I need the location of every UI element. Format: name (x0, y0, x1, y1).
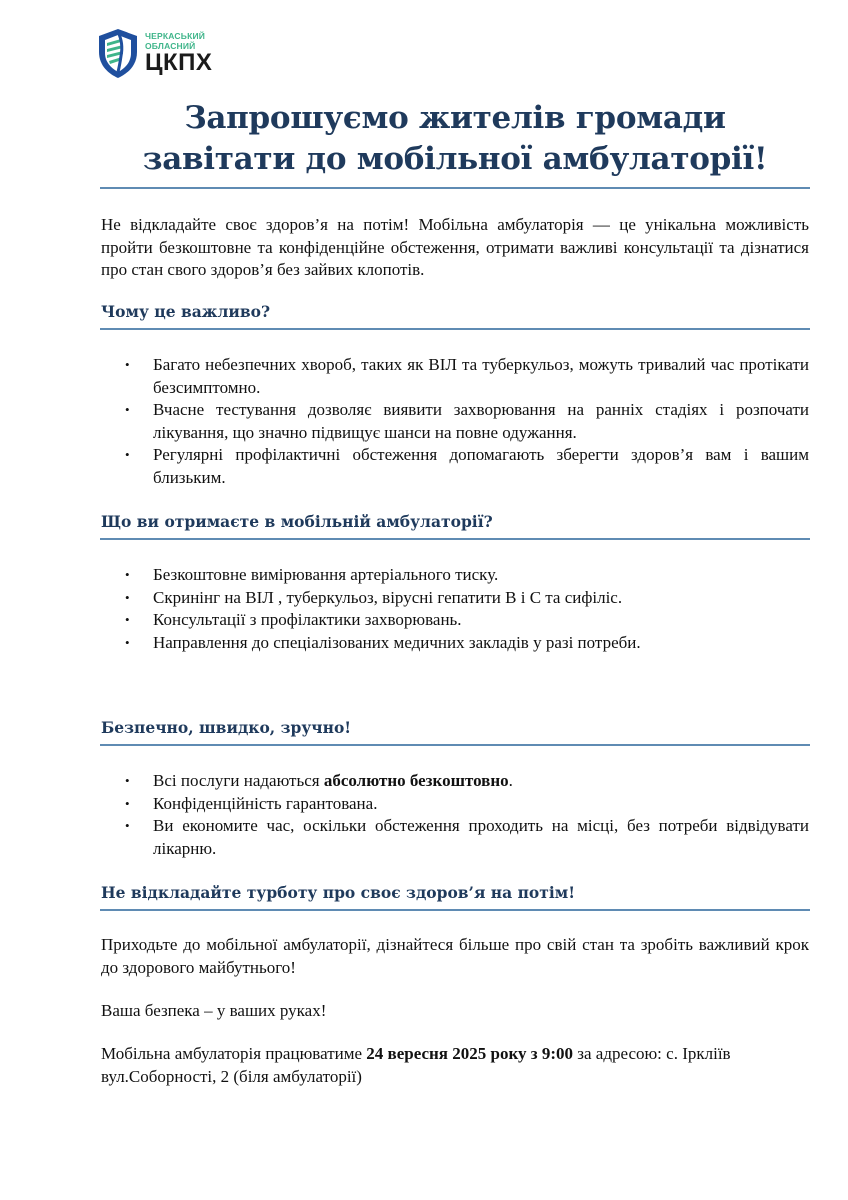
list-item: • Багато небезпечних хвороб, таких як ВІЛ та туберкульоз, можуть тривалий час протікати безсимптомно. (125, 355, 809, 397)
section-divider (100, 328, 810, 330)
bullet-icon: • (125, 447, 130, 462)
list-item: • Вчасне тестування дозволяє виявити захворювання на ранніх стадіях і розпочати лікування, що значно підвищує шанси на повне одужання. (125, 400, 809, 442)
bullet-icon: • (125, 567, 130, 582)
list-item: • Безкоштовне вимірювання артеріального тиску. (101, 564, 809, 587)
bullet-icon: • (125, 795, 130, 811)
shield-heart-logo-icon (95, 26, 141, 80)
section-heading-why: Чому це важливо? (101, 302, 271, 321)
logo-line1: ЧЕРКАСЬКИЙ (145, 31, 206, 41)
bullet-icon: • (125, 773, 130, 788)
schedule-paragraph: Мобільна амбулаторія працюватиме 24 вересня 2025 року з 9:00 за адресою: с. Ірклiїв вул.Соборності, 2 (біля амбулаторії) (101, 1044, 731, 1086)
list-item: • Всі послуги надаються абсолютно безкоштовно. (101, 770, 809, 793)
section-divider (100, 538, 810, 540)
organization-logo (95, 26, 212, 80)
list-item: • Направлення до спеціалізованих медичних закладів у разі потреби. (101, 632, 809, 655)
list-item: • Конфіденційність гарантована. (101, 793, 809, 816)
event-address: за адресою: с. Ірклiїв вул.Соборності, 2 (біля амбулаторії) (101, 1044, 731, 1086)
intro-paragraph: Не відкладайте своє здоров’я на потім! Мобільна амбулаторія — це унікальна можливість пройти безкоштовне та конфіденційне обстеження, отримати важливі консультації та дізнатися про стан свого здоров’я без зайвих клопотів. (101, 215, 809, 279)
list-item: • Регулярні профілактичні обстеження допомагають зберегти здоров’я вам і вашим близьким. (125, 445, 809, 487)
list-item: • Ви економите час, оскільки обстеження проходить на місці, без потреби відвідувати лікарню. (125, 816, 809, 858)
slogan: Ваша безпека – у ваших руках! (101, 1001, 327, 1020)
list-item: • Скринінг на ВІЛ , туберкульоз, вірусні гепатити B і C та сифіліс. (101, 587, 809, 610)
free-emphasis: абсолютно безкоштовно (323, 771, 509, 790)
bullet-icon: • (125, 818, 130, 833)
section-divider (100, 744, 810, 746)
bullet-icon: • (125, 634, 130, 650)
section-divider (100, 909, 810, 911)
benefits-list (101, 770, 809, 860)
list-item: • Консультації з профілактики захворювань. (101, 609, 809, 632)
logo-name: ЦКПХ (145, 49, 213, 76)
services-list (101, 564, 809, 654)
title-line2: завітати до мобільної амбулаторії! (142, 141, 768, 177)
section-heading-benefits: Безпечно, швидко, зручно! (101, 718, 352, 737)
bullet-icon: • (125, 612, 130, 627)
why-list (101, 354, 809, 489)
bullet-icon: • (125, 402, 130, 417)
title-line1: Запрошуємо жителів громади (184, 100, 726, 136)
section-heading-services: Що ви отримаєте в мобільній амбулаторії? (101, 512, 493, 531)
bullet-icon: • (125, 357, 130, 372)
section-heading-call-to-action: Не відкладайте турботу про своє здоров’я на потім! (101, 883, 576, 902)
logo-line2: ОБЛАСНИЙ (145, 41, 196, 51)
page-title (100, 98, 810, 180)
invite-paragraph: Приходьте до мобільної амбулаторії, дізнайтеся більше про свій стан та зробіть важливий крок до здорового майбутнього! (101, 935, 809, 977)
bullet-icon: • (125, 589, 130, 605)
title-divider (100, 187, 810, 189)
event-date-time: 24 вересня 2025 року з 9:00 (366, 1044, 574, 1063)
